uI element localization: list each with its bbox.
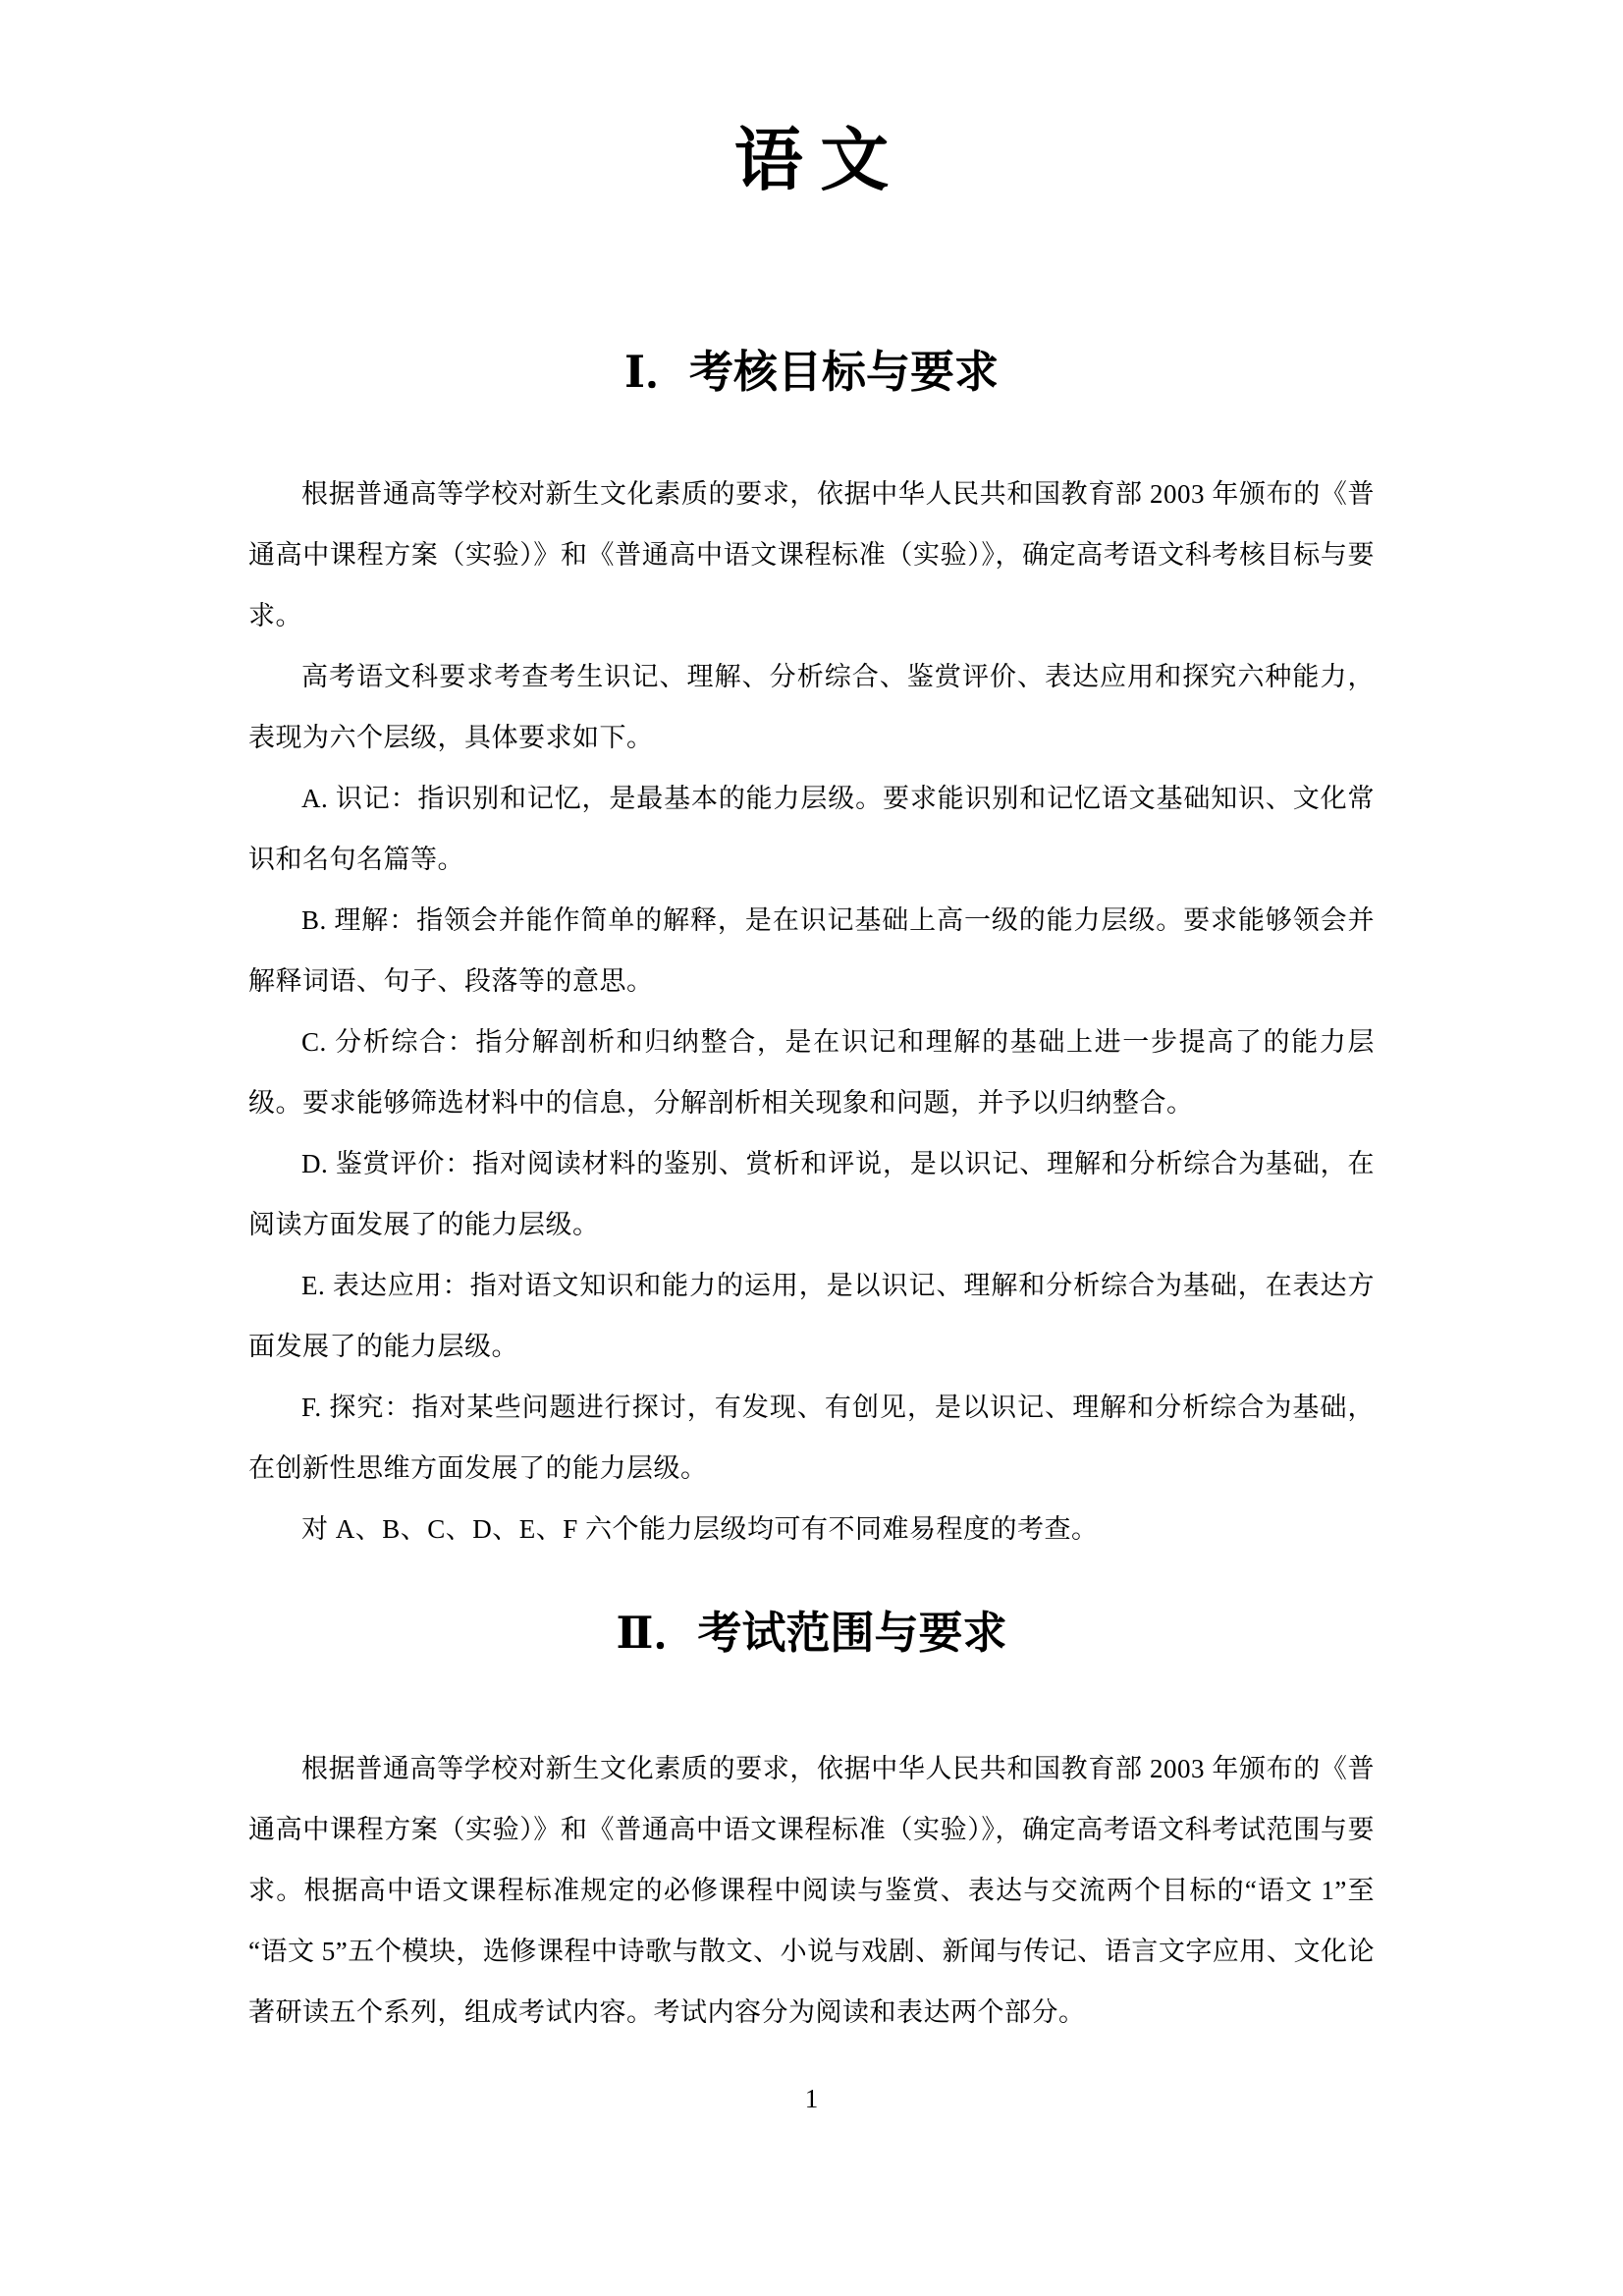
section-1-paragraph-abilities-overview: 高考语文科要求考查考生识记、理解、分析综合、鉴赏评价、表达应用和探究六种能力，表现为六个层级，具体要求如下。	[248, 662, 1375, 752]
section-1-paragraph-level-a: A. 识记：指识别和记忆，是最基本的能力层级。要求能识别和记忆语文基础知识、文化常识和名句名篇等。	[248, 784, 1375, 874]
section-2-heading: Ⅱ．考试范围与要求	[616, 1609, 1007, 1658]
section-1-paragraph-difficulty-note: 对 A、B、C、D、E、F 六个能力层级均可有不同难易程度的考查。	[301, 1514, 1099, 1544]
section-1-paragraph-level-f: F. 探究：指对某些问题进行探讨，有发现、有创见，是以识记、理解和分析综合为基础，在创新性思维方面发展了的能力层级。	[248, 1393, 1375, 1483]
page-number: 1	[804, 2084, 819, 2113]
section-1-paragraph-level-e: E. 表达应用：指对语文知识和能力的运用，是以识记、理解和分析综合为基础，在表达方面发展了的能力层级。	[248, 1271, 1375, 1361]
section-2-paragraph-scope: 根据普通高等学校对新生文化素质的要求，依据中华人民共和国教育部 2003 年颁布的《普通高中课程方案（实验）》和《普通高中语文课程标准（实验）》，确定高考语文科考试范围与要求。根据高中语文课程标准规定的必修课程中阅读与鉴赏、表达与交流两个目标的“语文 1”至“语文 5”五个模块，选修课程中诗歌与散文、小说与戏剧、新闻与传记、语言文字应用、文化论著研读五个系列，组成考试内容。考试内容分为阅读和表达两个部分。	[248, 1754, 1375, 2027]
section-1-paragraph-level-c: C. 分析综合：指分解剖析和归纳整合，是在识记和理解的基础上进一步提高了的能力层级。要求能够筛选材料中的信息，分解剖析相关现象和问题，并予以归纳整合。	[248, 1027, 1375, 1118]
section-1-heading: Ⅰ．考核目标与要求	[623, 348, 1000, 397]
section-1-paragraph-level-d: D. 鉴赏评价：指对阅读材料的鉴别、赏析和评说，是以识记、理解和分析综合为基础，在阅读方面发展了的能力层级。	[248, 1149, 1375, 1239]
section-1-paragraph-intro: 根据普通高等学校对新生文化素质的要求，依据中华人民共和国教育部 2003 年颁布的《普通高中课程方案（实验）》和《普通高中语文课程标准（实验）》，确定高考语文科考核目标与要求。	[248, 479, 1375, 630]
section-1-paragraph-level-b: B. 理解：指领会并能作简单的解释，是在识记基础上高一级的能力层级。要求能够领会并解释词语、句子、段落等的意思。	[248, 905, 1375, 996]
document-title: 语 文	[733, 124, 890, 199]
